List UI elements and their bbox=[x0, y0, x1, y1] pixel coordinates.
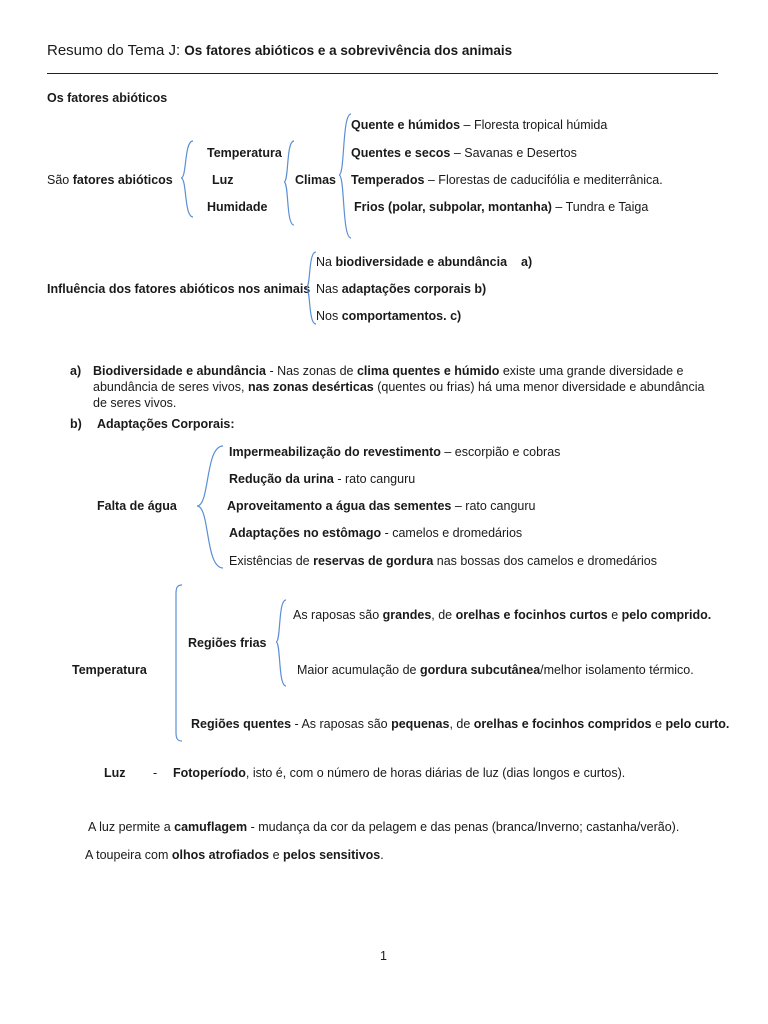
camuflagem-text: A luz permite a camuflagem - mudança da cor da pelagem e das penas (branca/Inverno; castanha/verão). bbox=[88, 820, 680, 834]
climas-label: Climas bbox=[295, 173, 336, 187]
luz-text: Fotoperíodo, isto é, com o número de horas diárias de luz (dias longos e curtos). bbox=[173, 766, 626, 780]
fatores-brace bbox=[180, 140, 194, 218]
page-title bbox=[47, 43, 512, 59]
climate-item: Quente e húmidos – Floresta tropical húmida bbox=[351, 118, 608, 132]
para-b-title: Adaptações Corporais: bbox=[97, 417, 235, 431]
falta-agua-brace bbox=[196, 445, 224, 569]
toupeira-text: A toupeira com olhos atrofiados e pelos sensitivos. bbox=[85, 848, 384, 862]
climate-item: Temperados – Florestas de caducifólia e mediterrânica. bbox=[351, 173, 663, 187]
influencia-item: Nos comportamentos. c) bbox=[316, 309, 462, 323]
climate-item: Quentes e secos – Savanas e Desertos bbox=[351, 146, 577, 160]
falta-agua-item: Existências de reservas de gordura nas bossas dos camelos e dromedários bbox=[229, 554, 658, 568]
falta-agua-item: Redução da urina - rato canguru bbox=[229, 472, 416, 486]
factor-temperatura: Temperatura bbox=[207, 146, 282, 160]
factor-humidade: Humidade bbox=[207, 200, 268, 214]
regioes-quentes: Regiões quentes - As raposas são pequenas, de orelhas e focinhos compridos e pelo curto. bbox=[191, 717, 730, 731]
title-rule bbox=[47, 73, 718, 74]
temperatura-label: Temperatura bbox=[72, 663, 147, 677]
falta-agua-item: Impermeabilização do revestimento – escorpião e cobras bbox=[229, 445, 561, 459]
influencia-item: Nas adaptações corporais b) bbox=[316, 282, 487, 296]
influencia-label: Influência dos fatores abióticos nos animais bbox=[47, 282, 311, 296]
title-prefix: Resumo do Tema J: bbox=[47, 42, 181, 59]
para-b-marker: b) bbox=[70, 417, 82, 431]
title-main: Os fatores abióticos e a sobrevivência dos animais bbox=[184, 43, 513, 58]
section-heading: Os fatores abióticos bbox=[47, 91, 168, 105]
frias-item: As raposas são grandes, de orelhas e focinhos curtos e pelo comprido. bbox=[293, 608, 712, 622]
falta-agua-item: Adaptações no estômago - camelos e dromedários bbox=[229, 526, 523, 540]
factor-luz: Luz bbox=[212, 173, 234, 187]
para-a-text: Biodiversidade e abundância - Nas zonas de clima quentes e húmido existe uma grande diversidade e abundância de seres vivos, nas zonas desérticas (quentes ou frias) há uma menor diversidade e abundância de seres vivos. bbox=[93, 364, 705, 410]
luz-dash: - bbox=[153, 766, 158, 780]
frias-brace bbox=[275, 599, 287, 687]
frias-item: Maior acumulação de gordura subcutânea/melhor isolamento térmico. bbox=[297, 663, 694, 677]
falta-agua-label: Falta de água bbox=[97, 499, 177, 513]
climas-brace bbox=[283, 140, 295, 226]
climates-brace bbox=[338, 113, 352, 239]
influencia-item: Na biodiversidade e abundância a) bbox=[316, 255, 533, 269]
page-number: 1 bbox=[380, 949, 387, 963]
para-a-marker: a) bbox=[70, 364, 82, 378]
fatores-label: São fatores abióticos bbox=[47, 173, 173, 187]
temperatura-brace bbox=[175, 584, 183, 742]
luz-label: Luz bbox=[104, 766, 126, 780]
falta-agua-item: Aproveitamento a água das sementes – rato canguru bbox=[227, 499, 536, 513]
regioes-frias-label: Regiões frias bbox=[188, 636, 267, 650]
climate-item: Frios (polar, subpolar, montanha) – Tundra e Taiga bbox=[354, 200, 649, 214]
